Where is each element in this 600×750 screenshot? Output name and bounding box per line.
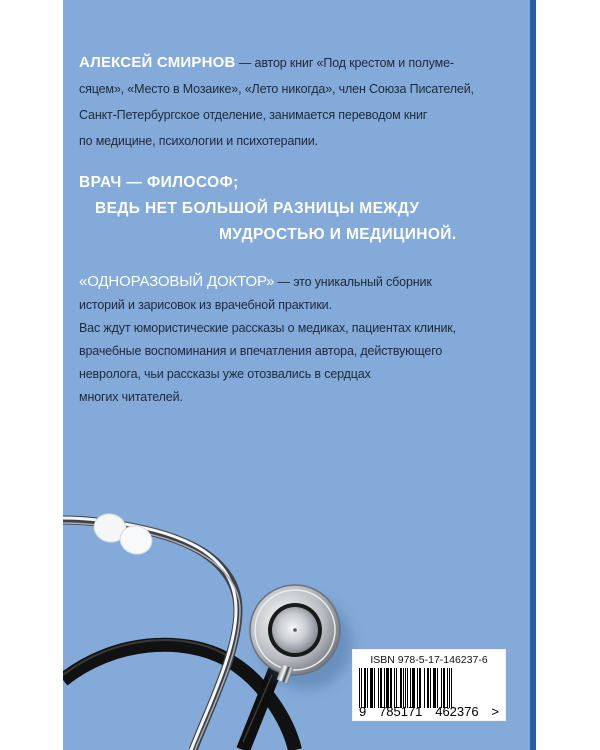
barcode-digit-prefix: 9 bbox=[359, 704, 367, 719]
isbn-label: ISBN 978-5-17-146237-6 bbox=[370, 654, 488, 666]
bio-text: — автор книг «Под крестом и полуме- bbox=[235, 56, 454, 70]
annotation-line-1 bbox=[79, 270, 519, 294]
quote-line-3: МУДРОСТЬЮ И МЕДИЦИНОЙ. bbox=[219, 226, 457, 243]
annotation-line-3: Вас ждут юмористические рассказы о медиках, пациентах клиник, bbox=[79, 321, 456, 335]
annotation-line-5: невролога, чьи рассказы уже отозвались в сердцах bbox=[79, 367, 371, 381]
barcode-digit-group-2: 462376 bbox=[435, 704, 479, 719]
barcode-bars bbox=[359, 668, 499, 708]
bio-line-3: Санкт-Петербургское отделение, занимается переводом книг bbox=[79, 108, 428, 122]
book-title: «ОДНОРАЗОВЫЙ ДОКТОР» bbox=[79, 273, 275, 290]
annotation-line-6: многих читателей. bbox=[79, 390, 183, 404]
annotation-line-4: врачебные воспоминания и впечатления автора, действующего bbox=[79, 344, 443, 358]
annotation-line-2: историй и зарисовок из врачебной практики. bbox=[79, 298, 332, 312]
author-name: АЛЕКСЕЙ СМИРНОВ bbox=[79, 54, 236, 71]
quote-line-1: ВРАЧ — ФИЛОСОФ; bbox=[79, 174, 239, 191]
bio-line-1 bbox=[79, 50, 519, 76]
quote-line-2: ВЕДЬ НЕТ БОЛЬШОЙ РАЗНИЦЫ МЕЖДУ bbox=[95, 200, 420, 217]
barcode-digit-suffix: > bbox=[491, 704, 499, 719]
book-annotation bbox=[79, 270, 519, 409]
annotation-text: — это уникальный сборник bbox=[274, 275, 432, 289]
bio-line-2: сяцем», «Место в Мозаике», «Лето никогда», член Союза Писателей, bbox=[79, 82, 474, 96]
isbn-barcode bbox=[353, 650, 505, 720]
author-bio bbox=[79, 50, 519, 154]
barcode-digit-group-1: 785171 bbox=[379, 704, 423, 719]
bio-line-4: по медицине, психологии и психотерапии. bbox=[79, 134, 318, 148]
back-cover bbox=[63, 0, 530, 750]
spine-edge-strip bbox=[530, 0, 536, 750]
epigraph-quote bbox=[79, 170, 519, 248]
